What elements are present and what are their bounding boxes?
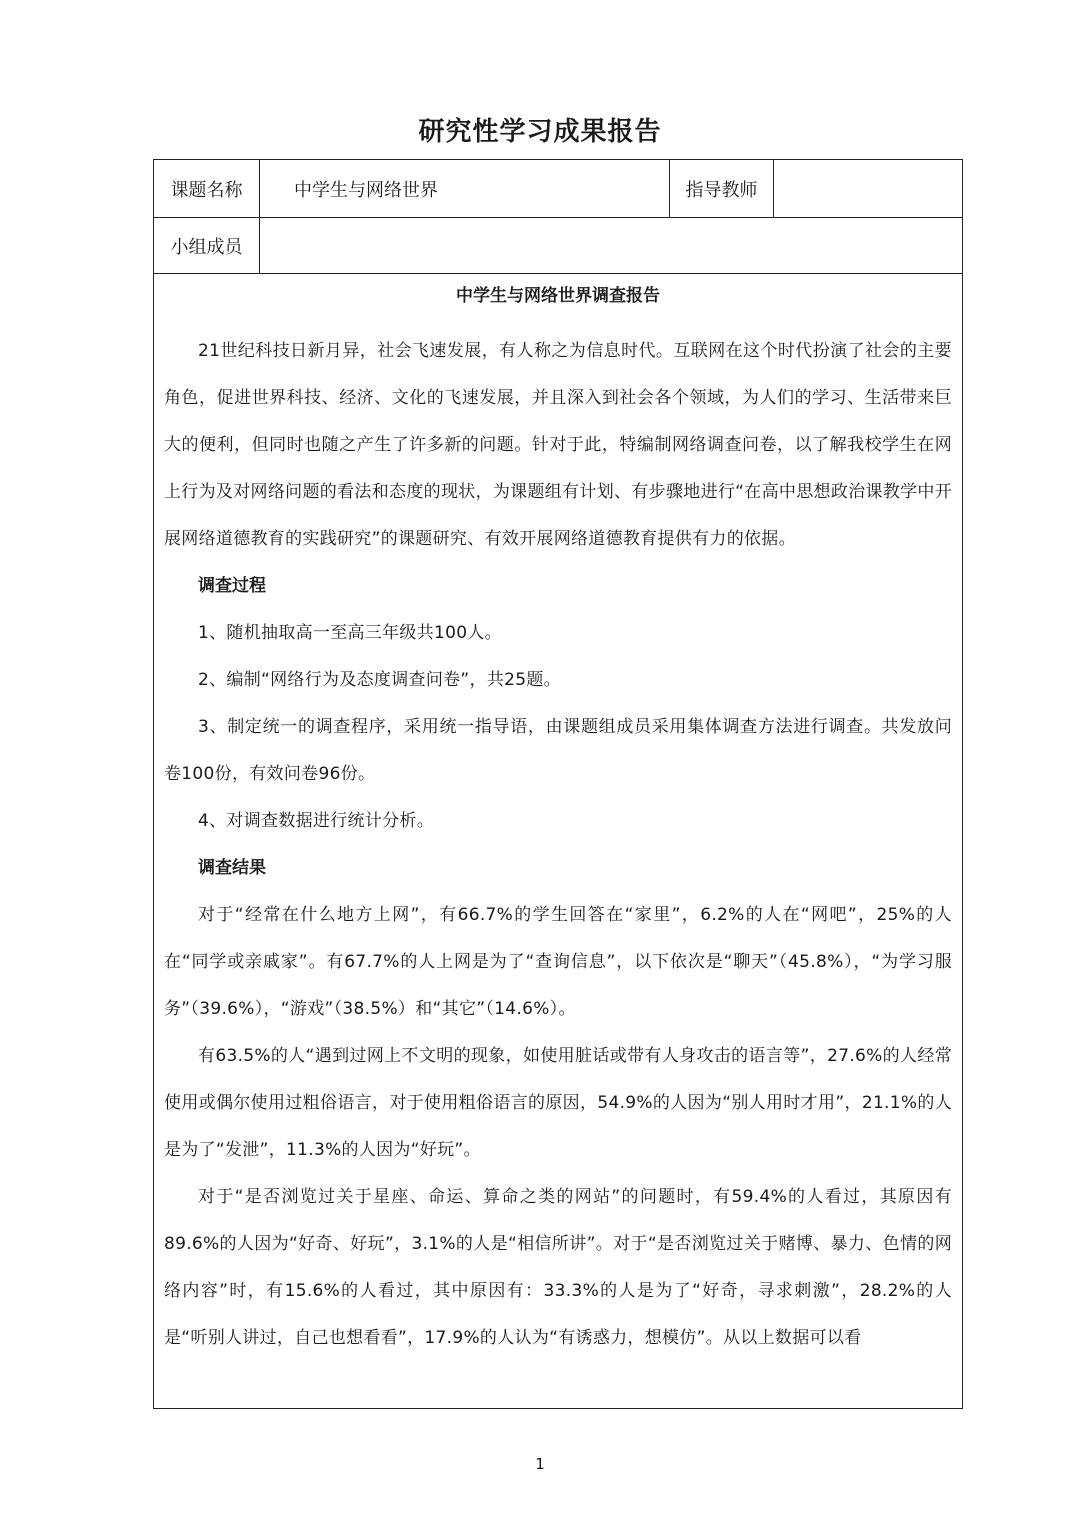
- advisor-label: 指导教师: [670, 160, 774, 217]
- page-title: 研究性学习成果报告: [418, 117, 662, 147]
- report-heading: 中学生与网络世界调查报告: [456, 286, 660, 306]
- members-value: [260, 218, 962, 273]
- table-row-topic: [154, 160, 962, 218]
- report-body: [154, 274, 962, 1362]
- table-row-members: [154, 218, 962, 274]
- process-step: 3、制定统一的调查程序，采用统一指导语，由课题组成员采用集体调查方法进行调查。共发放问卷100份，有效问卷96份。: [164, 717, 952, 784]
- members-label: 小组成员: [154, 218, 260, 273]
- process-heading: 调查过程: [198, 576, 266, 596]
- process-step: 1、随机抽取高一至高三年级共100人。: [198, 623, 502, 643]
- topic-label: 课题名称: [154, 160, 260, 217]
- results-paragraph: 对于“是否浏览过关于星座、命运、算命之类的网站”的问题时，有59.4%的人看过，其原因有89.6%的人因为“好奇、好玩”，3.1%的人是“相信所讲”。对于“是否浏览过关于赌博、暴力、色情的网络内容”时，有15.6%的人看过，其中原因有：33.3%的人是为了“好奇，寻求刺激”，28.2%的人是“听别人讲过，自己也想看看”，17.9%的人认为“有诱惑力，想模仿”。从以上数据可以看: [164, 1187, 952, 1348]
- report-table: [153, 159, 963, 1409]
- process-step: 2、编制“网络行为及态度调查问卷”，共25题。: [198, 670, 561, 690]
- intro-paragraph: 21世纪科技日新月异，社会飞速发展，有人称之为信息时代。互联网在这个时代扮演了社会的主要角色，促进世界科技、经济、文化的飞速发展，并且深入到社会各个领域，为人们的学习、生活带来巨大的便利，但同时也随之产生了许多新的问题。针对于此，特编制网络调查问卷，以了解我校学生在网上行为及对网络问题的看法和态度的现状，为课题组有计划、有步骤地进行“在高中思想政治课教学中开展网络道德教育的实践研究”的课题研究、有效开展网络道德教育提供有力的依据。: [164, 341, 952, 549]
- results-heading: 调查结果: [198, 858, 266, 878]
- process-step: 4、对调查数据进行统计分析。: [198, 811, 435, 831]
- results-paragraph: 对于“经常在什么地方上网”，有66.7%的学生回答在“家里”，6.2%的人在“网吧”，25%的人在“同学或亲戚家”。有67.7%的人上网是为了“查询信息”，以下依次是“聊天”（45.8%），“为学习服务”（39.6%），“游戏”（38.5%）和“其它”（14.6%）。: [164, 905, 952, 1019]
- advisor-value: [774, 160, 962, 217]
- results-paragraph: 有63.5%的人“遇到过网上不文明的现象，如使用脏话或带有人身攻击的语言等”，27.6%的人经常使用或偶尔使用过粗俗语言，对于使用粗俗语言的原因，54.9%的人因为“别人用时才用”，21.1%的人是为了“发泄”，11.3%的人因为“好玩”。: [164, 1046, 952, 1160]
- topic-value: 中学生与网络世界: [260, 160, 670, 217]
- page-number: 1: [535, 1455, 545, 1473]
